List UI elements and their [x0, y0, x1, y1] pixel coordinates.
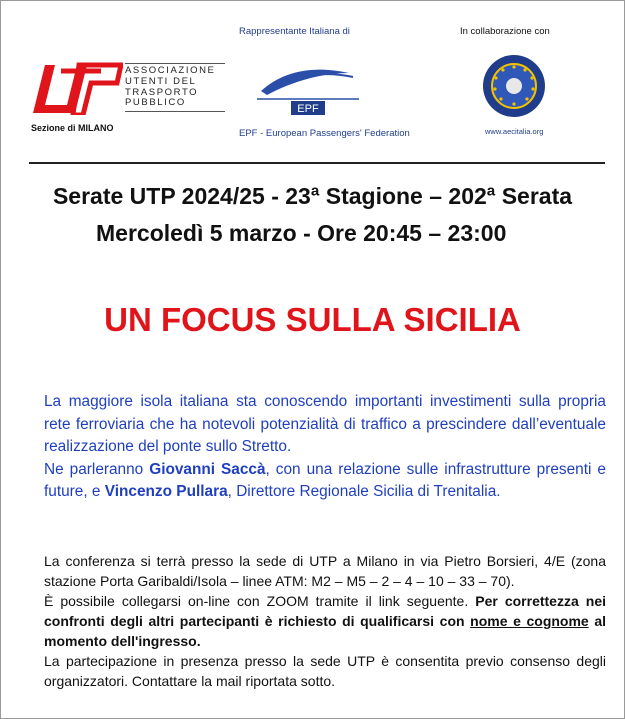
association-name: [125, 61, 225, 114]
assoc-rule-top: [125, 63, 225, 64]
aec-url: www.aecitalia.org: [485, 127, 544, 136]
epf-mark: EPF: [297, 103, 319, 115]
speaker-1: Giovanni Saccà: [149, 460, 266, 478]
header: [1, 1, 624, 161]
zoom-paragraph: [44, 591, 606, 651]
intro-section: [44, 391, 606, 504]
epf-logo: [253, 51, 363, 117]
speakers-text-a: Ne parleranno: [44, 460, 150, 478]
sezione-label: Sezione di MILANO: [31, 123, 114, 133]
zoom-text-b: Per correttezza nei confronti degli altri partecipanti è richiesto di qualificarsi con: [44, 593, 607, 629]
collaboration-label: In collaborazione con: [460, 26, 550, 37]
speaker-2: Vincenzo Pullara: [104, 483, 228, 501]
speakers-paragraph: [44, 459, 606, 504]
speakers-text-c: , Direttore Regionale Sicilia di Trenitalia.: [227, 483, 501, 501]
venue-paragraph: La conferenza si terrà presso la sede di UTP a Milano in via Pietro Borsieri, 4/E (zona stazione Porta Garibaldi/Isola – linee ATM: M2 – M5 – 2 – 4 – 10 – 33 – 70).: [44, 553, 606, 589]
intro-paragraph: La maggiore isola italiana sta conoscendo importanti investimenti sulla propria rete ferroviaria che ha notevoli potenzialità di traffico a prescindere dall’eventuale realizzazione del ponte sullo Stretto.: [44, 393, 606, 456]
details-section: [44, 551, 606, 691]
assoc-line-3: TRASPORTO: [125, 86, 199, 98]
assoc-line-2: UTENTI DEL: [125, 75, 197, 87]
zoom-nome-cognome: nome e cognome: [470, 613, 589, 629]
zoom-text-a: È possibile collegarsi on-line con ZOOM tramite il link seguente.: [44, 593, 476, 609]
speakers-text-b: , con una relazione sulle infrastrutture presenti e future, e: [44, 460, 606, 501]
assoc-line-4: PUBBLICO: [125, 97, 186, 109]
zoom-text-c: al momento dell'ingresso.: [44, 613, 606, 649]
assoc-line-1: ASSOCIAZIONE: [125, 65, 216, 76]
representative-label: Rappresentante Italiana di: [239, 26, 350, 37]
event-date-time: Mercoledì 5 marzo - Ore 20:45 – 23:00: [96, 220, 507, 246]
assoc-rule-bottom: [125, 111, 225, 112]
header-divider: [29, 162, 605, 164]
aec-logo: [481, 51, 547, 121]
utp-logo: [31, 57, 123, 115]
event-series-title: Serate UTP 2024/25 - 23ª Stagione – 202ª Serata: [52, 183, 573, 209]
event-headline: UN FOCUS SULLA SICILIA: [104, 301, 521, 338]
presence-paragraph: La partecipazione in presenza presso la sede UTP è consentita previo consenso degli organizzatori. Contattare la mail riportata sotto.: [44, 653, 606, 689]
epf-caption: EPF - European Passengers' Federation: [239, 128, 410, 139]
